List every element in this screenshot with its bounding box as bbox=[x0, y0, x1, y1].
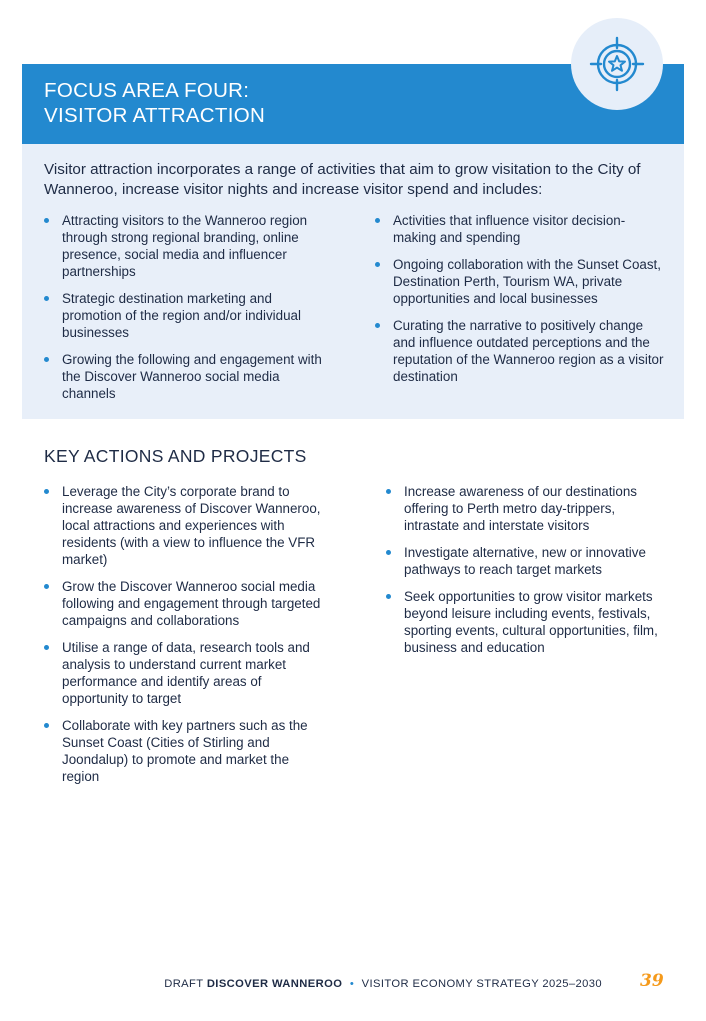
list-item-text: Leverage the City’s corporate brand to increase awareness of Discover Wanneroo, local attractions and experiences with residents (with a view to influence the VFR market) bbox=[62, 484, 321, 567]
list-item bbox=[44, 717, 329, 785]
page-number: 39 bbox=[640, 971, 664, 991]
list-item bbox=[386, 588, 661, 656]
list-item-text: Utilise a range of data, research tools and analysis to understand current market performance and identify areas of opportunity to target bbox=[62, 640, 310, 706]
key-actions-heading: KEY ACTIONS AND PROJECTS bbox=[44, 446, 307, 466]
bullet-icon bbox=[44, 357, 49, 362]
list-item bbox=[44, 351, 326, 402]
list-item bbox=[44, 578, 329, 629]
bullet-icon bbox=[375, 323, 380, 328]
list-item bbox=[375, 212, 665, 246]
list-item bbox=[44, 483, 329, 568]
target-star-icon bbox=[588, 35, 646, 93]
bullet-icon bbox=[375, 218, 380, 223]
footer-document-title: VISITOR ECONOMY STRATEGY 2025–2030 bbox=[361, 978, 602, 990]
intro-list-right bbox=[375, 212, 665, 395]
list-item-text: Grow the Discover Wanneroo social media following and engagement through targeted campaigns and collaborations bbox=[62, 579, 321, 628]
bullet-icon bbox=[44, 584, 49, 589]
page-title bbox=[44, 78, 265, 128]
list-item bbox=[44, 290, 326, 341]
list-item-text: Increase awareness of our destinations offering to Perth metro day-trippers, intrastate and interstate visitors bbox=[404, 484, 637, 533]
page-footer bbox=[0, 978, 602, 990]
list-item-text: Collaborate with key partners such as the Sunset Coast (Cities of Stirling and Joondalup) to promote and market the region bbox=[62, 718, 308, 784]
list-item bbox=[386, 544, 661, 578]
intro-list-left bbox=[44, 212, 326, 412]
key-actions-list-right bbox=[386, 483, 661, 666]
footer-draft-label: DRAFT bbox=[164, 978, 204, 990]
list-item bbox=[44, 639, 329, 707]
list-item-text: Growing the following and engagement with the Discover Wanneroo social media channels bbox=[62, 352, 322, 401]
bullet-icon bbox=[44, 296, 49, 301]
list-item-text: Strategic destination marketing and promotion of the region and/or individual businesses bbox=[62, 291, 301, 340]
bullet-icon bbox=[386, 594, 391, 599]
list-item bbox=[386, 483, 661, 534]
footer-brand: DISCOVER WANNEROO bbox=[206, 978, 343, 990]
page-title-line-1: FOCUS AREA FOUR: bbox=[44, 79, 250, 102]
list-item-text: Seek opportunities to grow visitor markets beyond leisure including events, festivals, sporting events, cultural opportunities, film, business and education bbox=[404, 589, 658, 655]
intro-paragraph: Visitor attraction incorporates a range of activities that aim to grow visitation to the City of Wanneroo, increase visitor nights and increase visitor spend and includes: bbox=[44, 161, 641, 198]
bullet-icon bbox=[44, 645, 49, 650]
focus-area-badge bbox=[571, 18, 663, 110]
list-item-text: Investigate alternative, new or innovative pathways to reach target markets bbox=[404, 545, 646, 577]
list-item-text: Ongoing collaboration with the Sunset Coast, Destination Perth, Tourism WA, private opportunities and local businesses bbox=[393, 257, 661, 306]
key-actions-list-left bbox=[44, 483, 329, 795]
list-item-text: Activities that influence visitor decision-making and spending bbox=[393, 213, 626, 245]
bullet-icon bbox=[386, 550, 391, 555]
bullet-icon bbox=[44, 489, 49, 494]
list-item-text: Attracting visitors to the Wanneroo region through strong regional branding, online presence, social media and influencer partnerships bbox=[62, 213, 308, 279]
page-title-line-2: VISITOR ATTRACTION bbox=[44, 104, 266, 127]
bullet-icon bbox=[44, 723, 49, 728]
list-item-text: Curating the narrative to positively change and influence outdated perceptions and the reputation of the Wanneroo region as a visitor destination bbox=[393, 318, 664, 384]
bullet-icon bbox=[44, 218, 49, 223]
list-item bbox=[375, 317, 665, 385]
bullet-icon bbox=[375, 262, 380, 267]
list-item bbox=[375, 256, 665, 307]
footer-separator: • bbox=[349, 978, 355, 990]
bullet-icon bbox=[386, 489, 391, 494]
list-item bbox=[44, 212, 326, 280]
